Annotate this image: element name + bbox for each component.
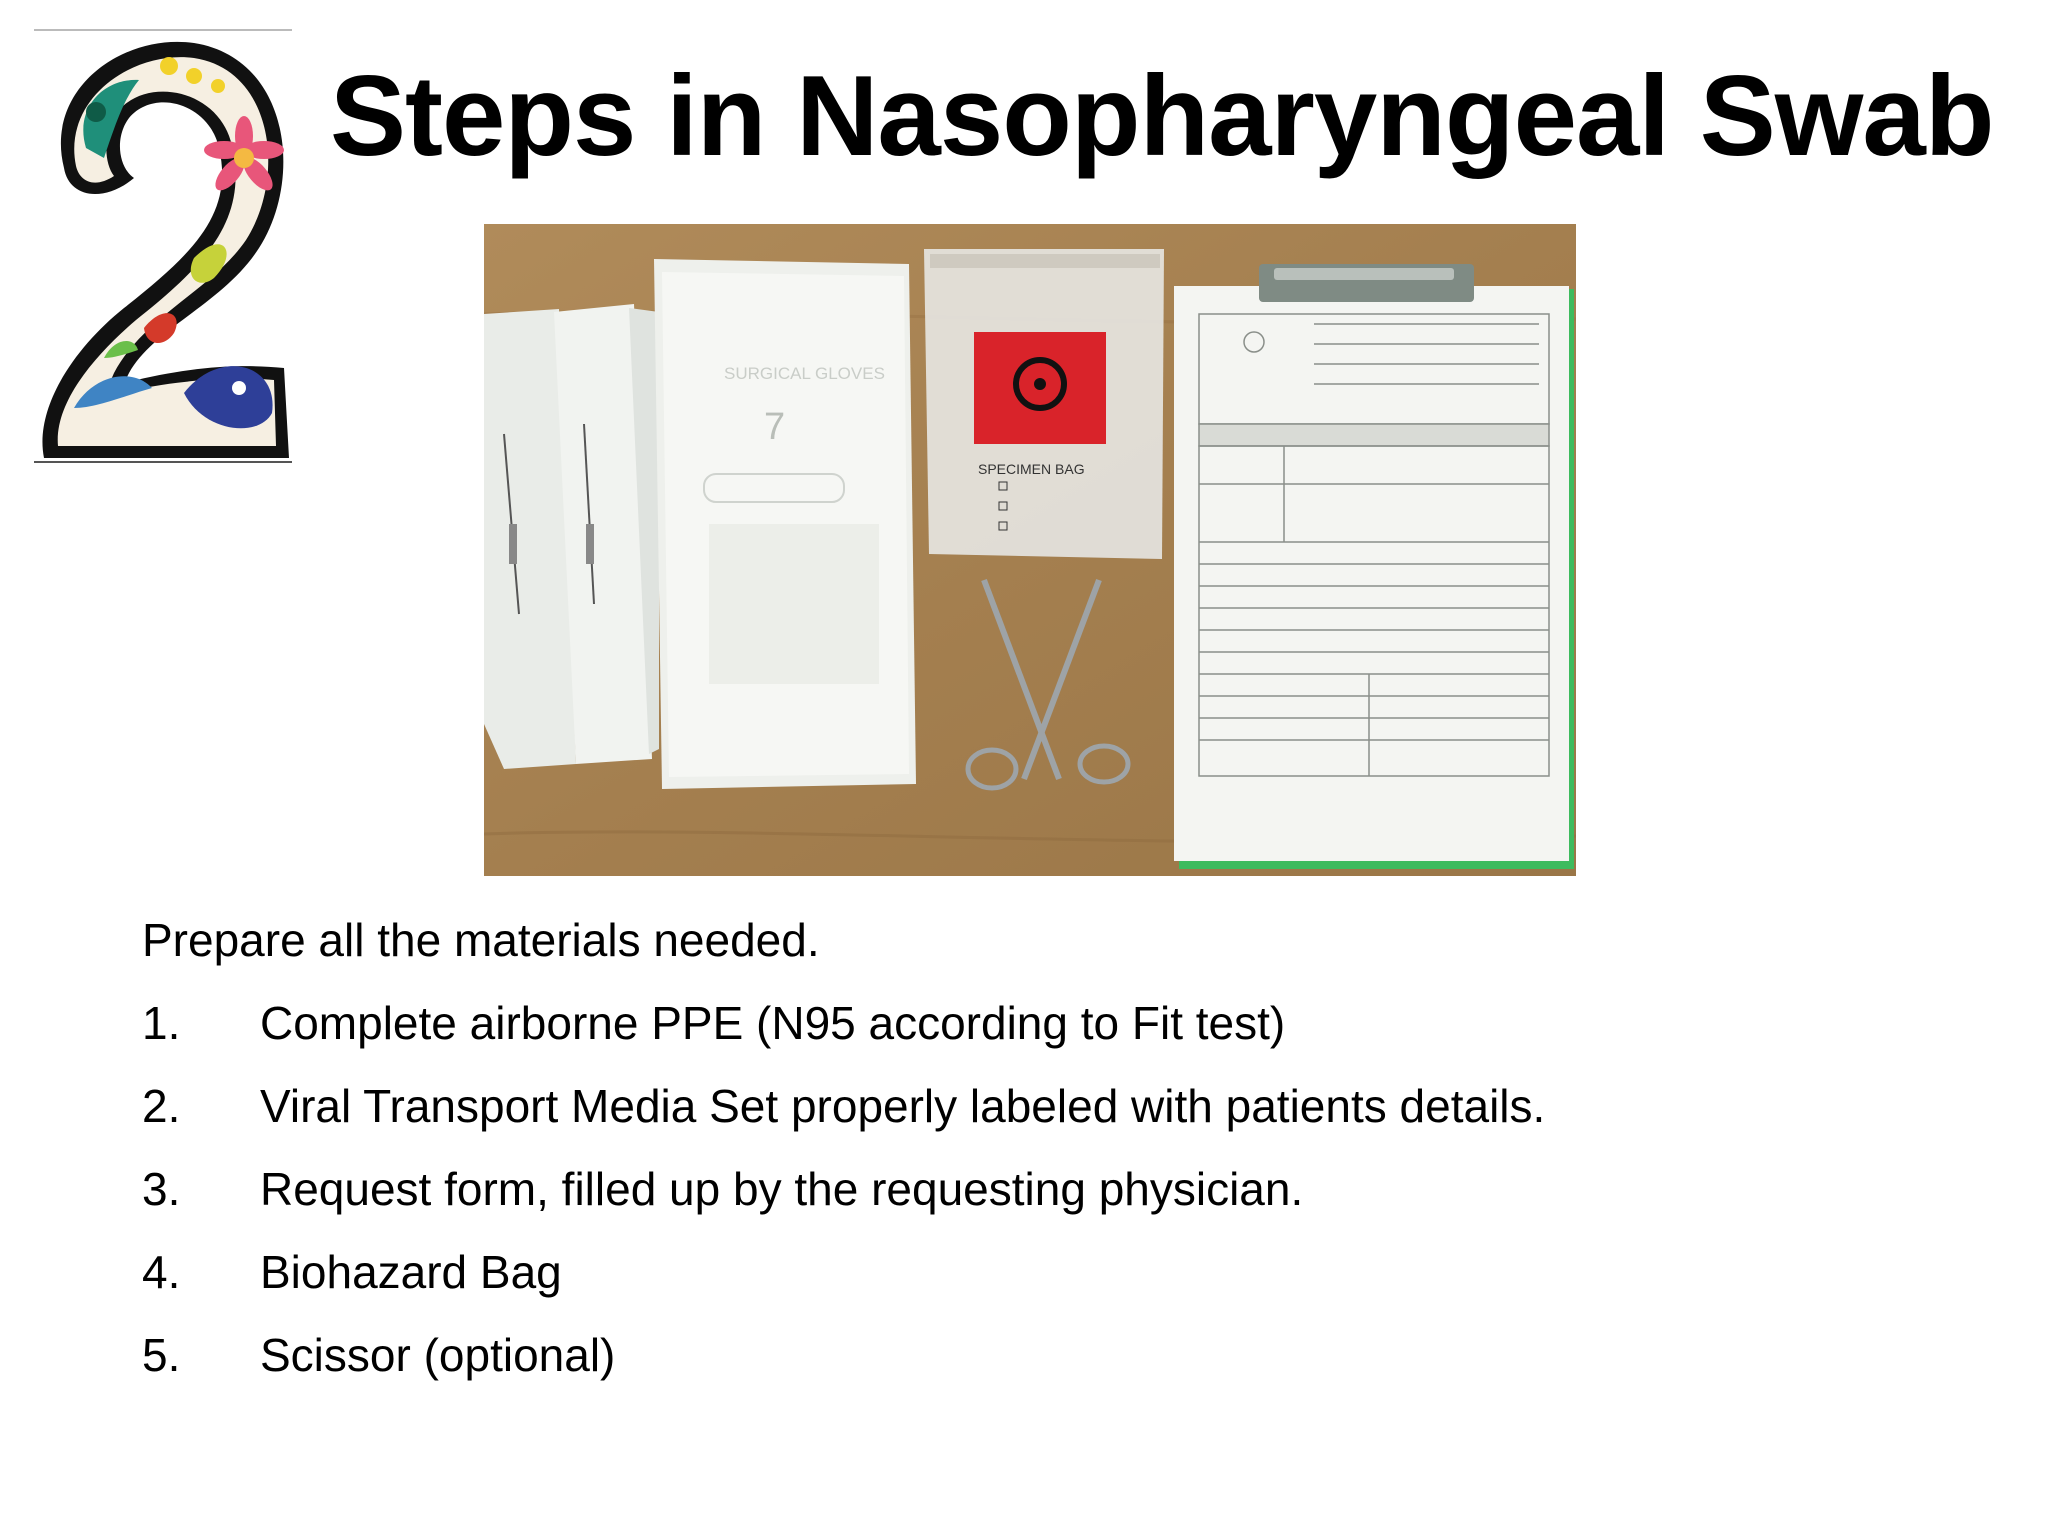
decorated-number-two-icon	[34, 28, 292, 464]
materials-text	[142, 912, 2002, 1410]
request-form-clipboard	[1174, 264, 1574, 869]
list-item	[142, 1078, 2002, 1134]
item-number: 4.	[142, 1246, 181, 1298]
item-number: 1.	[142, 997, 181, 1049]
intro-text: Prepare all the materials needed.	[142, 914, 820, 966]
item-number: 5.	[142, 1329, 181, 1381]
list-item	[142, 995, 2002, 1051]
list-item	[142, 1327, 2002, 1383]
gloves-label: SURGICAL GLOVES	[724, 364, 885, 383]
materials-photo	[484, 224, 1576, 876]
item-text: Viral Transport Media Set properly labeled with patients details.	[260, 1080, 1546, 1132]
item-text: Request form, filled up by the requesting physician.	[260, 1163, 1304, 1215]
list-item	[142, 1161, 2002, 1217]
item-text: Scissor (optional)	[260, 1329, 616, 1381]
specimen-bag	[924, 249, 1164, 559]
specimen-bag-label: SPECIMEN BAG	[978, 461, 1085, 477]
materials-list	[142, 995, 2002, 1383]
surgical-gloves-package	[654, 259, 916, 789]
gloves-size: 7	[764, 406, 786, 448]
item-text: Complete airborne PPE (N95 according to Fit test)	[260, 997, 1286, 1049]
list-item	[142, 1244, 2002, 1300]
swab-packets	[484, 304, 659, 769]
page-title: Steps in Nasopharyngeal Swab	[330, 53, 1994, 180]
item-text: Biohazard Bag	[260, 1246, 562, 1298]
item-number: 3.	[142, 1163, 181, 1215]
item-number: 2.	[142, 1080, 181, 1132]
